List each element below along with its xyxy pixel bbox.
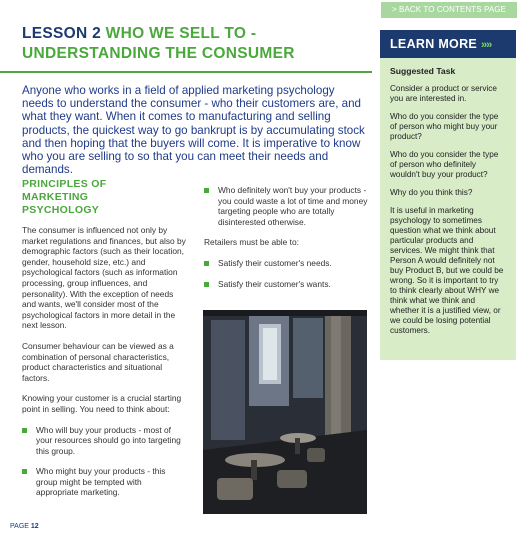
learn-more-sidebar xyxy=(380,30,516,360)
square-bullet-icon xyxy=(204,188,209,193)
interior-photo xyxy=(203,310,367,514)
square-bullet-icon xyxy=(204,261,209,266)
task-paragraph: Consider a product or service you are interested in. xyxy=(390,84,497,103)
task-paragraph: Who do you consider the type of person who definitely wouldn't buy your product? xyxy=(390,150,499,179)
double-chevron-right-icon: »» xyxy=(481,39,492,51)
square-bullet-icon xyxy=(22,428,27,433)
left-column xyxy=(22,178,186,508)
list-item: Who might buy your products - this group might be tempted with appropriate marketing. xyxy=(22,466,186,498)
task-paragraph: It is useful in marketing psychology to sometimes question what we think about particular products and services. We might think that Person A would definitely not buy Product B, but we could be wrong. So it is important to try to think clearly about WHY we think what we think and whether it is a justified view, or we could be losing potential customers. xyxy=(390,206,504,335)
back-to-contents-button[interactable]: > BACK TO CONTENTS PAGE xyxy=(381,2,517,18)
bullet-list xyxy=(22,425,186,499)
body-paragraph: Consumer behaviour can be viewed as a combination of personal characteristics, product characteristics and situational factors. xyxy=(22,340,174,383)
task-paragraph: Who do you consider the type of person who might buy your product? xyxy=(390,112,499,141)
square-bullet-icon xyxy=(22,469,27,474)
body-paragraph: Knowing your customer is a crucial starting point in selling. You need to think about: xyxy=(22,393,182,414)
lesson-title: WHO WE SELL TO - UNDERSTANDING THE CONSUMER xyxy=(22,25,295,62)
task-paragraph: Why do you think this? xyxy=(390,188,473,197)
title-divider xyxy=(0,71,372,73)
section-heading: PRINCIPLES OF MARKETING PSYCHOLOGY xyxy=(22,178,107,216)
lesson-number: LESSON 2 xyxy=(22,25,102,42)
list-item: Satisfy their customer's needs. xyxy=(204,258,368,269)
page-number: PAGE 12 xyxy=(10,523,39,530)
intro-paragraph: Anyone who works in a field of applied marketing psychology needs to understand the consumer - who their customers are, and what they want. When it comes to manufacturing and selling products, the quickest way to go bankrupt is by accumulating stock and then hoping that the buyers will come. It is imperative to know who you are selling to so that you can meet their needs and demands. xyxy=(22,84,365,177)
learn-more-header: LEARN MORE »» xyxy=(380,30,516,58)
list-item: Who will buy your products - most of your resources should go into targeting this group. xyxy=(22,425,186,457)
right-column xyxy=(204,185,368,299)
retailers-label: Retailers must be able to: xyxy=(204,237,299,248)
square-bullet-icon xyxy=(204,282,209,287)
bullet-list xyxy=(204,185,368,227)
list-item: Who definitely won't buy your products - you could waste a lot of time and money targeting people who are totally disinterested otherwise. xyxy=(204,185,368,227)
task-title: Suggested Task xyxy=(390,66,456,76)
page-title xyxy=(22,24,362,64)
interior-photo-illustration xyxy=(203,310,367,514)
body-paragraph: The consumer is influenced not only by market regulations and finances, but also by demographic factors (such as their location, gender, household size, etc.) and psychological factors (such as information processing, group influences, and personality). With the exception of needs and wants, we'll consider most of the psychological factors in more detail in the next lesson. xyxy=(22,225,186,331)
list-item: Satisfy their customer's wants. xyxy=(204,279,368,290)
bullet-list xyxy=(204,258,368,289)
suggested-task xyxy=(380,58,516,336)
